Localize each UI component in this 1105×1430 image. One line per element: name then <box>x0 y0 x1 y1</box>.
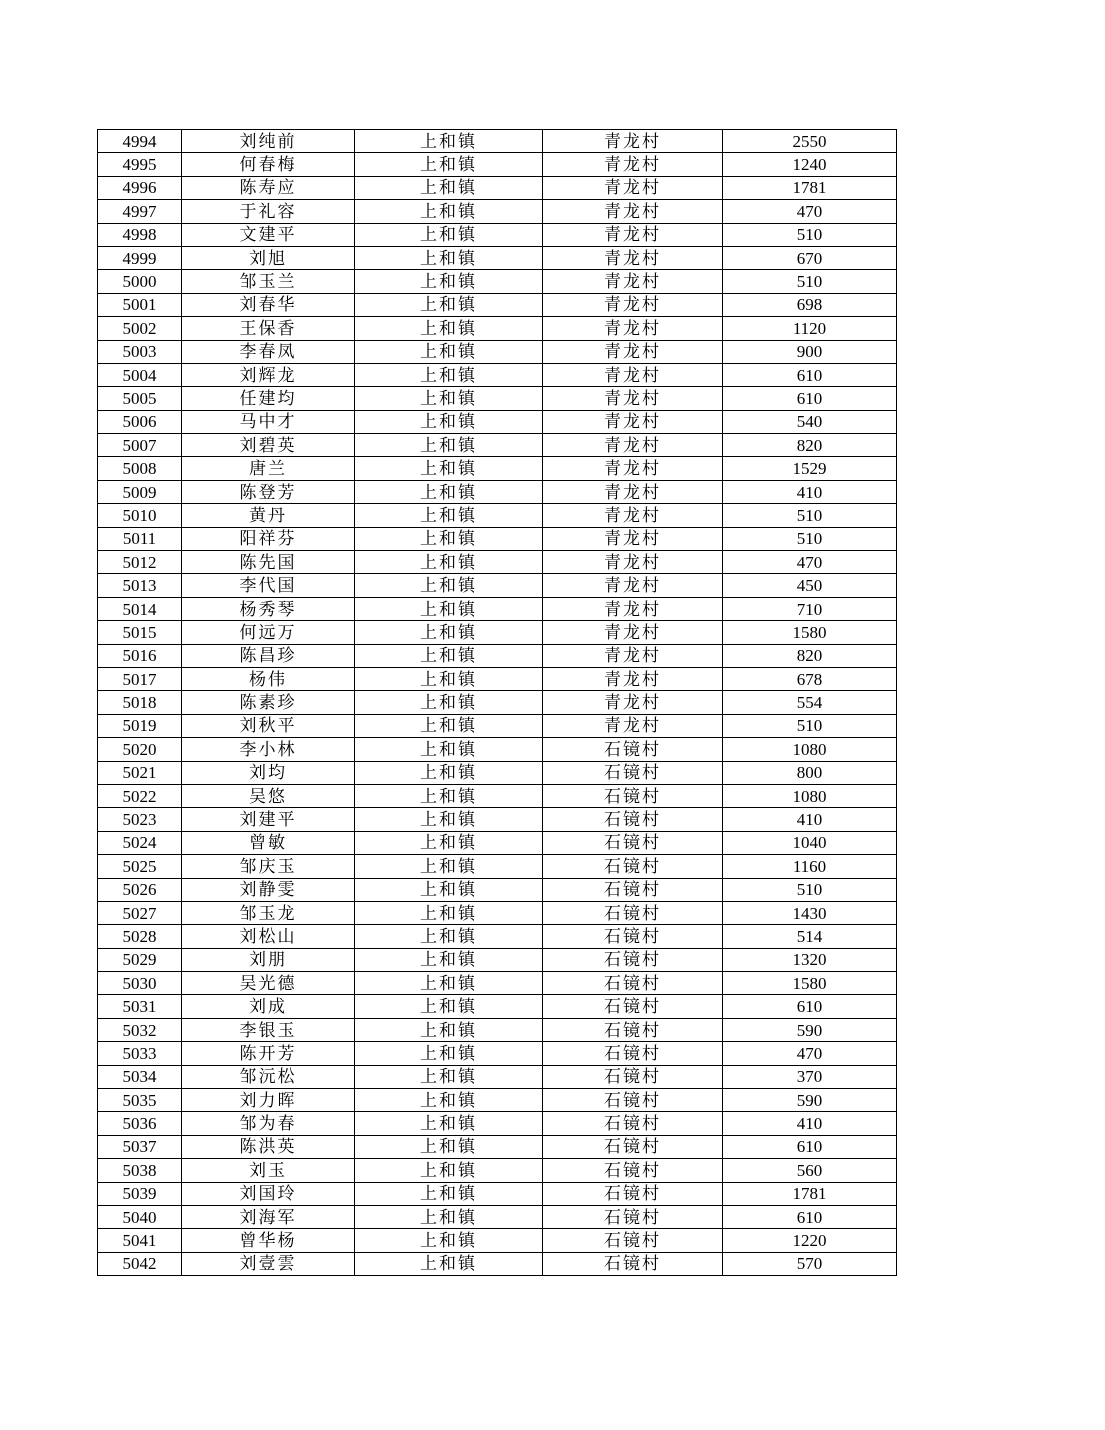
village-cell: 石镜村 <box>543 1205 723 1228</box>
table-row <box>98 434 897 457</box>
table-row <box>98 808 897 831</box>
village-cell: 青龙村 <box>543 246 723 269</box>
town-cell: 上和镇 <box>355 527 543 550</box>
village-cell: 石镜村 <box>543 738 723 761</box>
row-id-cell: 5004 <box>98 363 182 386</box>
row-id-cell: 5014 <box>98 597 182 620</box>
table-row <box>98 925 897 948</box>
table-row <box>98 504 897 527</box>
table-row <box>98 1159 897 1182</box>
table-row <box>98 223 897 246</box>
person-name-cell: 刘力晖 <box>182 1089 355 1112</box>
town-cell: 上和镇 <box>355 1065 543 1088</box>
table-row <box>98 200 897 223</box>
village-cell: 石镜村 <box>543 808 723 831</box>
amount-cell: 510 <box>723 714 897 737</box>
amount-cell: 470 <box>723 200 897 223</box>
table-row <box>98 1135 897 1158</box>
town-cell: 上和镇 <box>355 387 543 410</box>
person-name-cell: 刘旭 <box>182 246 355 269</box>
table-row <box>98 901 897 924</box>
row-id-cell: 5042 <box>98 1252 182 1275</box>
person-name-cell: 任建均 <box>182 387 355 410</box>
person-name-cell: 刘均 <box>182 761 355 784</box>
row-id-cell: 5012 <box>98 551 182 574</box>
village-cell: 青龙村 <box>543 714 723 737</box>
amount-cell: 900 <box>723 340 897 363</box>
village-cell: 青龙村 <box>543 597 723 620</box>
town-cell: 上和镇 <box>355 621 543 644</box>
town-cell: 上和镇 <box>355 270 543 293</box>
person-name-cell: 曾华杨 <box>182 1229 355 1252</box>
person-name-cell: 陈洪英 <box>182 1135 355 1158</box>
row-id-cell: 5006 <box>98 410 182 433</box>
table-row <box>98 340 897 363</box>
person-name-cell: 唐兰 <box>182 457 355 480</box>
person-name-cell: 刘松山 <box>182 925 355 948</box>
table-row <box>98 317 897 340</box>
row-id-cell: 5022 <box>98 784 182 807</box>
row-id-cell: 5028 <box>98 925 182 948</box>
village-cell: 青龙村 <box>543 293 723 316</box>
row-id-cell: 5017 <box>98 667 182 690</box>
village-cell: 青龙村 <box>543 387 723 410</box>
amount-cell: 540 <box>723 410 897 433</box>
amount-cell: 590 <box>723 1089 897 1112</box>
person-name-cell: 陈寿应 <box>182 176 355 199</box>
table-row <box>98 948 897 971</box>
town-cell: 上和镇 <box>355 551 543 574</box>
row-id-cell: 5018 <box>98 691 182 714</box>
town-cell: 上和镇 <box>355 761 543 784</box>
person-name-cell: 何春梅 <box>182 153 355 176</box>
village-cell: 石镜村 <box>543 995 723 1018</box>
village-cell: 青龙村 <box>543 621 723 644</box>
amount-cell: 470 <box>723 1042 897 1065</box>
person-name-cell: 吴悠 <box>182 784 355 807</box>
person-name-cell: 邹玉兰 <box>182 270 355 293</box>
amount-cell: 678 <box>723 667 897 690</box>
person-name-cell: 文建平 <box>182 223 355 246</box>
table-row <box>98 1042 897 1065</box>
person-name-cell: 王保香 <box>182 317 355 340</box>
amount-cell: 410 <box>723 1112 897 1135</box>
town-cell: 上和镇 <box>355 153 543 176</box>
row-id-cell: 5037 <box>98 1135 182 1158</box>
row-id-cell: 5034 <box>98 1065 182 1088</box>
person-name-cell: 刘海军 <box>182 1205 355 1228</box>
village-cell: 青龙村 <box>543 434 723 457</box>
person-name-cell: 邹为春 <box>182 1112 355 1135</box>
town-cell: 上和镇 <box>355 293 543 316</box>
row-id-cell: 5036 <box>98 1112 182 1135</box>
table-row <box>98 457 897 480</box>
town-cell: 上和镇 <box>355 574 543 597</box>
amount-cell: 1580 <box>723 621 897 644</box>
row-id-cell: 5013 <box>98 574 182 597</box>
amount-cell: 610 <box>723 387 897 410</box>
person-name-cell: 刘静雯 <box>182 878 355 901</box>
person-name-cell: 刘朋 <box>182 948 355 971</box>
table-row <box>98 270 897 293</box>
amount-cell: 1040 <box>723 831 897 854</box>
person-name-cell: 杨伟 <box>182 667 355 690</box>
amount-cell: 510 <box>723 527 897 550</box>
town-cell: 上和镇 <box>355 434 543 457</box>
person-name-cell: 邹沅松 <box>182 1065 355 1088</box>
person-name-cell: 阳祥芬 <box>182 527 355 550</box>
row-id-cell: 5007 <box>98 434 182 457</box>
amount-cell: 670 <box>723 246 897 269</box>
town-cell: 上和镇 <box>355 1159 543 1182</box>
amount-cell: 1160 <box>723 855 897 878</box>
village-cell: 石镜村 <box>543 901 723 924</box>
person-name-cell: 李银玉 <box>182 1018 355 1041</box>
table-row <box>98 551 897 574</box>
table-row <box>98 972 897 995</box>
row-id-cell: 5033 <box>98 1042 182 1065</box>
village-cell: 石镜村 <box>543 925 723 948</box>
town-cell: 上和镇 <box>355 457 543 480</box>
table-row <box>98 878 897 901</box>
amount-cell: 1781 <box>723 176 897 199</box>
town-cell: 上和镇 <box>355 597 543 620</box>
table-row <box>98 130 897 153</box>
amount-cell: 1580 <box>723 972 897 995</box>
village-cell: 石镜村 <box>543 784 723 807</box>
town-cell: 上和镇 <box>355 714 543 737</box>
town-cell: 上和镇 <box>355 363 543 386</box>
amount-cell: 410 <box>723 480 897 503</box>
person-name-cell: 刘秋平 <box>182 714 355 737</box>
village-cell: 青龙村 <box>543 527 723 550</box>
person-name-cell: 陈登芳 <box>182 480 355 503</box>
village-cell: 青龙村 <box>543 176 723 199</box>
table-row <box>98 714 897 737</box>
town-cell: 上和镇 <box>355 972 543 995</box>
row-id-cell: 5032 <box>98 1018 182 1041</box>
row-id-cell: 5031 <box>98 995 182 1018</box>
amount-cell: 514 <box>723 925 897 948</box>
table-row <box>98 784 897 807</box>
row-id-cell: 5009 <box>98 480 182 503</box>
town-cell: 上和镇 <box>355 1089 543 1112</box>
town-cell: 上和镇 <box>355 1205 543 1228</box>
row-id-cell: 5016 <box>98 644 182 667</box>
table-row <box>98 667 897 690</box>
table-row <box>98 831 897 854</box>
village-cell: 青龙村 <box>543 223 723 246</box>
person-name-cell: 刘春华 <box>182 293 355 316</box>
town-cell: 上和镇 <box>355 1042 543 1065</box>
row-id-cell: 4997 <box>98 200 182 223</box>
amount-cell: 1220 <box>723 1229 897 1252</box>
village-cell: 青龙村 <box>543 340 723 363</box>
person-name-cell: 刘辉龙 <box>182 363 355 386</box>
village-cell: 青龙村 <box>543 317 723 340</box>
amount-cell: 1529 <box>723 457 897 480</box>
town-cell: 上和镇 <box>355 410 543 433</box>
amount-cell: 510 <box>723 270 897 293</box>
village-cell: 石镜村 <box>543 948 723 971</box>
table-row <box>98 1252 897 1275</box>
person-name-cell: 吴光德 <box>182 972 355 995</box>
table-body <box>98 130 897 1276</box>
person-name-cell: 马中才 <box>182 410 355 433</box>
amount-cell: 410 <box>723 808 897 831</box>
village-cell: 石镜村 <box>543 1089 723 1112</box>
town-cell: 上和镇 <box>355 901 543 924</box>
person-name-cell: 邹玉龙 <box>182 901 355 924</box>
table-row <box>98 855 897 878</box>
town-cell: 上和镇 <box>355 130 543 153</box>
row-id-cell: 5038 <box>98 1159 182 1182</box>
person-name-cell: 杨秀琴 <box>182 597 355 620</box>
amount-cell: 510 <box>723 223 897 246</box>
table-row <box>98 1089 897 1112</box>
town-cell: 上和镇 <box>355 925 543 948</box>
row-id-cell: 5000 <box>98 270 182 293</box>
village-cell: 石镜村 <box>543 1065 723 1088</box>
amount-cell: 554 <box>723 691 897 714</box>
town-cell: 上和镇 <box>355 223 543 246</box>
row-id-cell: 5010 <box>98 504 182 527</box>
row-id-cell: 4994 <box>98 130 182 153</box>
town-cell: 上和镇 <box>355 200 543 223</box>
row-id-cell: 5035 <box>98 1089 182 1112</box>
town-cell: 上和镇 <box>355 948 543 971</box>
person-name-cell: 陈先国 <box>182 551 355 574</box>
row-id-cell: 5026 <box>98 878 182 901</box>
table-row <box>98 597 897 620</box>
village-cell: 石镜村 <box>543 1042 723 1065</box>
town-cell: 上和镇 <box>355 1182 543 1205</box>
person-name-cell: 李小林 <box>182 738 355 761</box>
town-cell: 上和镇 <box>355 1018 543 1041</box>
table-row <box>98 761 897 784</box>
amount-cell: 820 <box>723 434 897 457</box>
amount-cell: 1240 <box>723 153 897 176</box>
table-row <box>98 363 897 386</box>
row-id-cell: 5021 <box>98 761 182 784</box>
village-cell: 青龙村 <box>543 551 723 574</box>
person-name-cell: 李春凤 <box>182 340 355 363</box>
person-name-cell: 李代国 <box>182 574 355 597</box>
town-cell: 上和镇 <box>355 317 543 340</box>
village-cell: 石镜村 <box>543 855 723 878</box>
table-row <box>98 1018 897 1041</box>
row-id-cell: 5003 <box>98 340 182 363</box>
table-row <box>98 644 897 667</box>
person-name-cell: 于礼容 <box>182 200 355 223</box>
amount-cell: 610 <box>723 363 897 386</box>
town-cell: 上和镇 <box>355 340 543 363</box>
village-cell: 青龙村 <box>543 270 723 293</box>
row-id-cell: 5039 <box>98 1182 182 1205</box>
table-row <box>98 1065 897 1088</box>
table-row <box>98 995 897 1018</box>
person-name-cell: 何远万 <box>182 621 355 644</box>
row-id-cell: 4999 <box>98 246 182 269</box>
amount-cell: 2550 <box>723 130 897 153</box>
village-cell: 石镜村 <box>543 1229 723 1252</box>
amount-cell: 1120 <box>723 317 897 340</box>
village-cell: 青龙村 <box>543 691 723 714</box>
amount-cell: 820 <box>723 644 897 667</box>
town-cell: 上和镇 <box>355 738 543 761</box>
table-row <box>98 691 897 714</box>
row-id-cell: 5030 <box>98 972 182 995</box>
amount-cell: 800 <box>723 761 897 784</box>
table-row <box>98 246 897 269</box>
amount-cell: 450 <box>723 574 897 597</box>
table-row <box>98 293 897 316</box>
village-cell: 青龙村 <box>543 480 723 503</box>
village-cell: 青龙村 <box>543 504 723 527</box>
town-cell: 上和镇 <box>355 504 543 527</box>
table-row <box>98 527 897 550</box>
village-cell: 石镜村 <box>543 1252 723 1275</box>
town-cell: 上和镇 <box>355 667 543 690</box>
amount-cell: 1080 <box>723 738 897 761</box>
village-cell: 石镜村 <box>543 972 723 995</box>
person-name-cell: 陈昌珍 <box>182 644 355 667</box>
town-cell: 上和镇 <box>355 831 543 854</box>
town-cell: 上和镇 <box>355 246 543 269</box>
person-name-cell: 陈素珍 <box>182 691 355 714</box>
person-name-cell: 刘成 <box>182 995 355 1018</box>
town-cell: 上和镇 <box>355 1112 543 1135</box>
amount-cell: 370 <box>723 1065 897 1088</box>
row-id-cell: 5002 <box>98 317 182 340</box>
row-id-cell: 5040 <box>98 1205 182 1228</box>
table-row <box>98 738 897 761</box>
amount-cell: 610 <box>723 995 897 1018</box>
row-id-cell: 4998 <box>98 223 182 246</box>
row-id-cell: 5027 <box>98 901 182 924</box>
table-row <box>98 574 897 597</box>
village-cell: 青龙村 <box>543 667 723 690</box>
table-row <box>98 153 897 176</box>
row-id-cell: 5024 <box>98 831 182 854</box>
table-row <box>98 1205 897 1228</box>
person-name-cell: 刘纯前 <box>182 130 355 153</box>
amount-cell: 1430 <box>723 901 897 924</box>
row-id-cell: 5020 <box>98 738 182 761</box>
amount-cell: 570 <box>723 1252 897 1275</box>
town-cell: 上和镇 <box>355 784 543 807</box>
amount-cell: 698 <box>723 293 897 316</box>
amount-cell: 1320 <box>723 948 897 971</box>
village-cell: 石镜村 <box>543 1018 723 1041</box>
village-cell: 青龙村 <box>543 574 723 597</box>
person-name-cell: 曾敏 <box>182 831 355 854</box>
table-row <box>98 1229 897 1252</box>
row-id-cell: 4995 <box>98 153 182 176</box>
table-row <box>98 621 897 644</box>
amount-cell: 710 <box>723 597 897 620</box>
row-id-cell: 5011 <box>98 527 182 550</box>
row-id-cell: 5005 <box>98 387 182 410</box>
amount-cell: 560 <box>723 1159 897 1182</box>
table-row <box>98 387 897 410</box>
person-name-cell: 刘建平 <box>182 808 355 831</box>
table-row <box>98 1112 897 1135</box>
village-cell: 石镜村 <box>543 831 723 854</box>
town-cell: 上和镇 <box>355 878 543 901</box>
amount-cell: 610 <box>723 1205 897 1228</box>
amount-cell: 510 <box>723 878 897 901</box>
village-cell: 石镜村 <box>543 1112 723 1135</box>
table-row <box>98 410 897 433</box>
person-name-cell: 刘玉 <box>182 1159 355 1182</box>
town-cell: 上和镇 <box>355 808 543 831</box>
data-table <box>97 129 897 1276</box>
table-row <box>98 176 897 199</box>
town-cell: 上和镇 <box>355 995 543 1018</box>
town-cell: 上和镇 <box>355 1252 543 1275</box>
village-cell: 青龙村 <box>543 410 723 433</box>
amount-cell: 1080 <box>723 784 897 807</box>
village-cell: 青龙村 <box>543 457 723 480</box>
village-cell: 石镜村 <box>543 761 723 784</box>
row-id-cell: 5008 <box>98 457 182 480</box>
row-id-cell: 5019 <box>98 714 182 737</box>
village-cell: 青龙村 <box>543 644 723 667</box>
town-cell: 上和镇 <box>355 691 543 714</box>
village-cell: 青龙村 <box>543 130 723 153</box>
person-name-cell: 邹庆玉 <box>182 855 355 878</box>
row-id-cell: 5015 <box>98 621 182 644</box>
village-cell: 石镜村 <box>543 1135 723 1158</box>
town-cell: 上和镇 <box>355 1135 543 1158</box>
person-name-cell: 陈开芳 <box>182 1042 355 1065</box>
town-cell: 上和镇 <box>355 644 543 667</box>
amount-cell: 590 <box>723 1018 897 1041</box>
village-cell: 青龙村 <box>543 363 723 386</box>
amount-cell: 510 <box>723 504 897 527</box>
row-id-cell: 5025 <box>98 855 182 878</box>
town-cell: 上和镇 <box>355 855 543 878</box>
table-row <box>98 1182 897 1205</box>
person-name-cell: 黄丹 <box>182 504 355 527</box>
town-cell: 上和镇 <box>355 176 543 199</box>
village-cell: 青龙村 <box>543 153 723 176</box>
village-cell: 青龙村 <box>543 200 723 223</box>
village-cell: 石镜村 <box>543 1159 723 1182</box>
amount-cell: 610 <box>723 1135 897 1158</box>
person-name-cell: 刘国玲 <box>182 1182 355 1205</box>
village-cell: 石镜村 <box>543 1182 723 1205</box>
row-id-cell: 4996 <box>98 176 182 199</box>
row-id-cell: 5029 <box>98 948 182 971</box>
person-name-cell: 刘碧英 <box>182 434 355 457</box>
row-id-cell: 5041 <box>98 1229 182 1252</box>
row-id-cell: 5023 <box>98 808 182 831</box>
table-row <box>98 480 897 503</box>
amount-cell: 470 <box>723 551 897 574</box>
town-cell: 上和镇 <box>355 480 543 503</box>
person-name-cell: 刘壹雲 <box>182 1252 355 1275</box>
row-id-cell: 5001 <box>98 293 182 316</box>
village-cell: 石镜村 <box>543 878 723 901</box>
amount-cell: 1781 <box>723 1182 897 1205</box>
town-cell: 上和镇 <box>355 1229 543 1252</box>
